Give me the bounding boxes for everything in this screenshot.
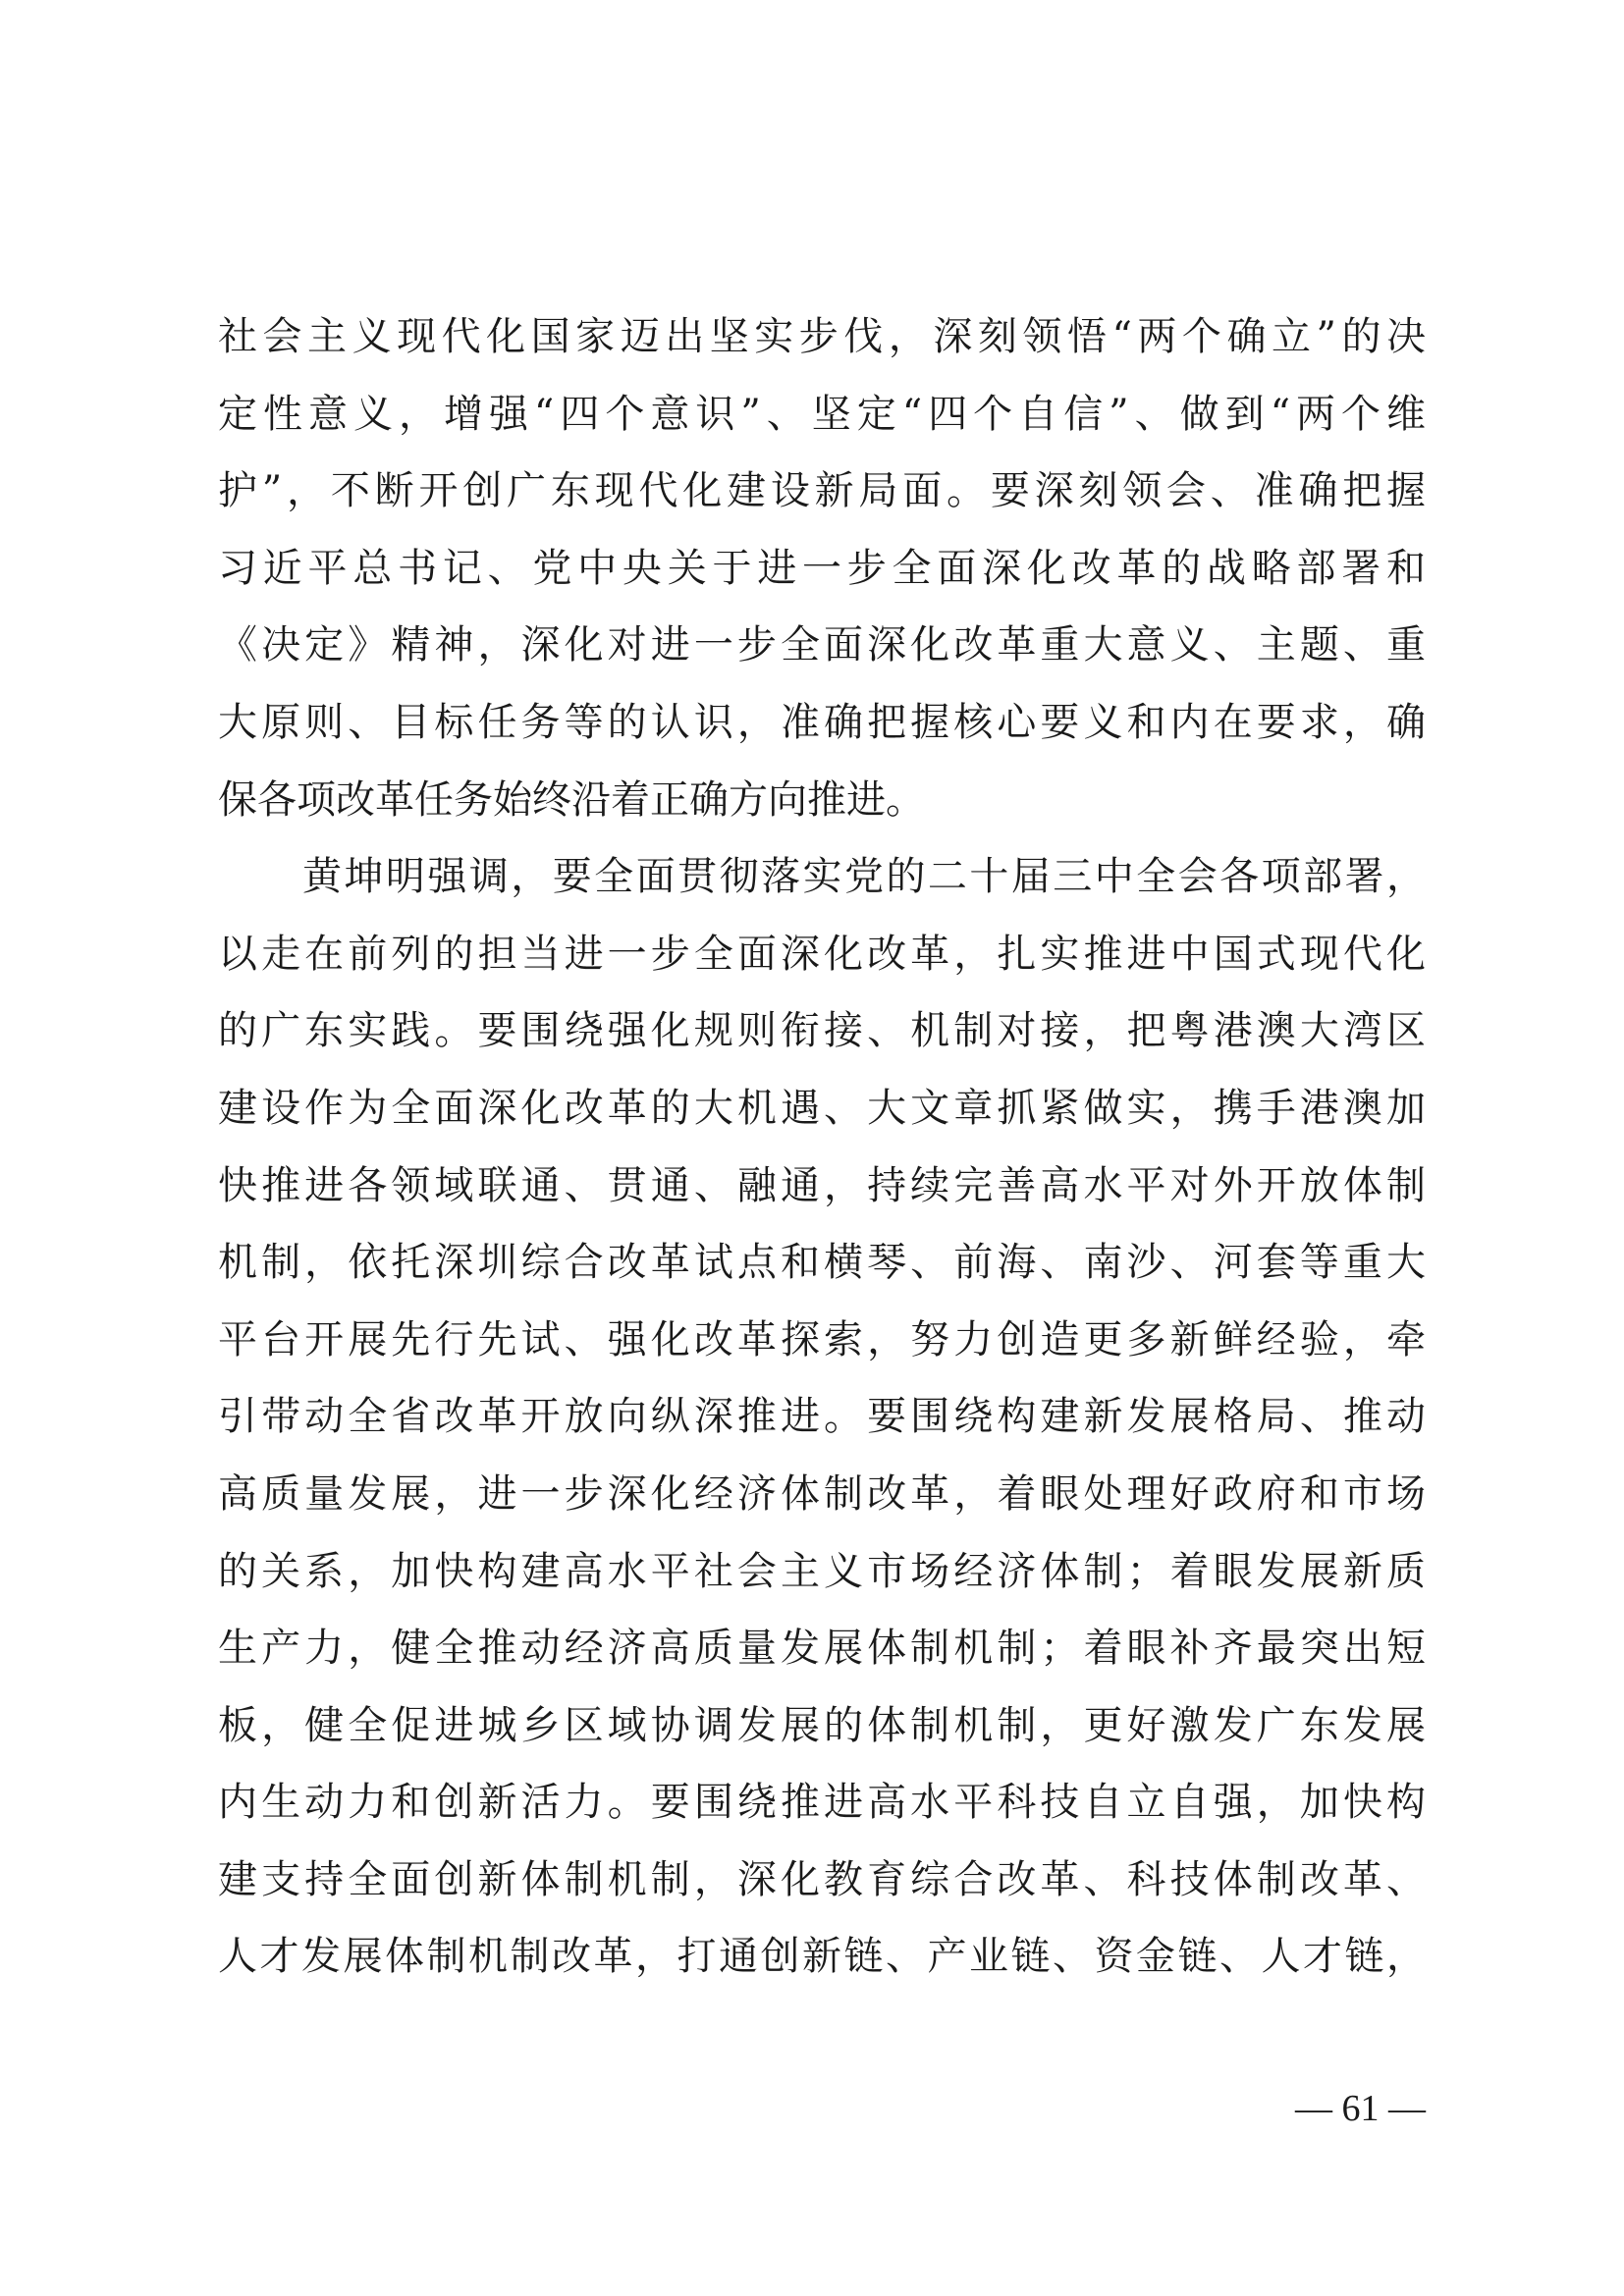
- text-line: 引带动全省改革开放向纵深推进。要围绕构建新发展格局、推动: [218, 1394, 1426, 1440]
- text-line: 生产力，健全推动经济高质量发展体制机制；着眼补齐最突出短: [218, 1626, 1426, 1672]
- text-line: 护”，不断开创广东现代化建设新局面。要深刻领会、准确把握: [218, 468, 1426, 514]
- text-line: 习近平总书记、党中央关于进一步全面深化改革的战略部署和: [218, 545, 1426, 591]
- text-line: 《决定》精神，深化对进一步全面深化改革重大意义、主题、重: [218, 622, 1426, 668]
- text-line: 人才发展体制机制改革，打通创新链、产业链、资金链、人才链，: [218, 1934, 1426, 1980]
- body-text: [218, 298, 1426, 1996]
- text-line: 以走在前列的担当进一步全面深化改革，扎实推进中国式现代化: [218, 931, 1426, 977]
- text-line: 的广东实践。要围绕强化规则衔接、机制对接，把粤港澳大湾区: [218, 1008, 1426, 1054]
- paragraph-first-line: 黄坤明强调，要全面贯彻落实党的二十届三中全会各项部署，: [302, 854, 1426, 900]
- text-line: 建支持全面创新体制机制，深化教育综合改革、科技体制改革、: [218, 1856, 1426, 1902]
- text-line: 板，健全促进城乡区域协调发展的体制机制，更好激发广东发展: [218, 1702, 1426, 1748]
- text-line: 定性意义，增强“四个意识”、坚定“四个自信”、做到“两个维: [218, 391, 1426, 437]
- text-line: 大原则、目标任务等的认识，准确把握核心要义和内在要求，确: [218, 699, 1426, 745]
- page-number: — 61 —: [1295, 2088, 1426, 2129]
- text-line: 内生动力和创新活力。要围绕推进高水平科技自立自强，加快构: [218, 1780, 1426, 1826]
- text-line: 建设作为全面深化改革的大机遇、大文章抓紧做实，携手港澳加: [218, 1085, 1426, 1131]
- text-line: 的关系，加快构建高水平社会主义市场经济体制；着眼发展新质: [218, 1548, 1426, 1594]
- text-line: 平台开展先行先试、强化改革探索，努力创造更多新鲜经验，牵: [218, 1316, 1426, 1362]
- text-line: 保各项改革任务始终沿着正确方向推进。: [218, 776, 925, 823]
- text-line: 机制，依托深圳综合改革试点和横琴、前海、南沙、河套等重大: [218, 1240, 1426, 1286]
- text-line: 高质量发展，进一步深化经济体制改革，着眼处理好政府和市场: [218, 1470, 1426, 1517]
- text-line: 社会主义现代化国家迈出坚实步伐，深刻领悟“两个确立”的决: [218, 314, 1426, 359]
- text-line: 快推进各领域联通、贯通、融通，持续完善高水平对外开放体制: [218, 1162, 1426, 1208]
